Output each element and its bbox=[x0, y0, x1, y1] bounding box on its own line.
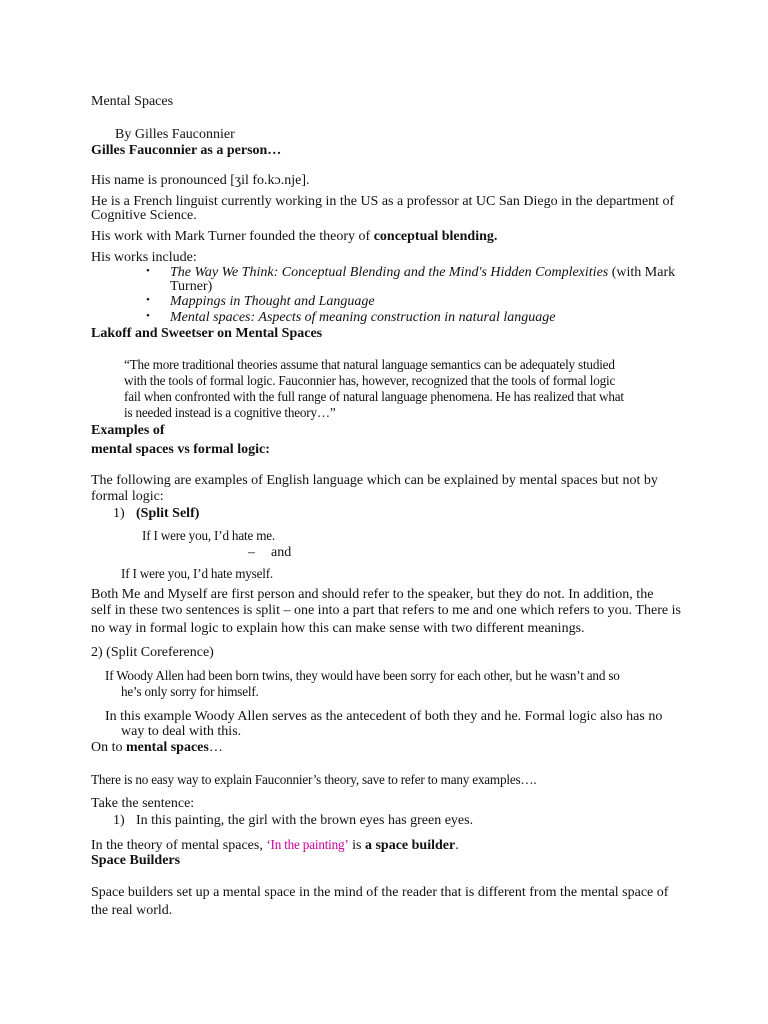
quote-line-1: “The more traditional theories assume that natural language semantics can be adequately studied bbox=[124, 357, 615, 372]
pronunciation-text: His name is pronounced [ʒil fo.kɔ.nje]. bbox=[91, 173, 310, 188]
byline: By Gilles Fauconnier bbox=[115, 127, 235, 142]
space-builders-line-1: Space builders set up a mental space in the mind of the reader that is different from the mental space of bbox=[91, 885, 669, 900]
work-line bbox=[91, 229, 497, 244]
heading-onto bbox=[91, 740, 223, 755]
example-1-sentence-a: If I were you, I’d hate me. bbox=[142, 528, 276, 543]
example-2-line-1: If Woody Allen had been born twins, they would have been sorry for each other, but he wasn’t and so bbox=[105, 668, 620, 683]
example-1-label: (Split Self) bbox=[136, 506, 200, 521]
theory-end: . bbox=[455, 838, 459, 853]
work-bold: conceptual blending. bbox=[373, 229, 498, 244]
example-1-and: and bbox=[271, 545, 292, 560]
example-2-explanation-1: In this example Woody Allen serves as the antecedent of both they and he. Formal logic also has no bbox=[105, 709, 663, 724]
paragraph-split-self-1: Both Me and Myself are first person and should refer to the speaker, but they do not. In addition, the bbox=[91, 587, 654, 602]
heading-examples-2: mental spaces vs formal logic: bbox=[91, 442, 270, 457]
work-item-1 bbox=[170, 265, 675, 280]
work-prefix: His work with Mark Turner founded the theory of bbox=[91, 229, 374, 244]
example-2-explanation-2: way to deal with this. bbox=[121, 724, 242, 739]
bullet-icon: • bbox=[146, 265, 150, 277]
example-2-line-2: he’s only sorry for himself. bbox=[121, 684, 259, 699]
paragraph-split-self-3: no way in formal logic to explain how this can make sense with two different meanings. bbox=[91, 621, 585, 636]
heading-lakoff: Lakoff and Sweetser on Mental Spaces bbox=[91, 326, 323, 341]
onto-prefix: On to bbox=[91, 740, 126, 755]
work-item-2: Mappings in Thought and Language bbox=[170, 294, 375, 309]
heading-person: Gilles Fauconnier as a person… bbox=[91, 143, 282, 158]
bullet-icon: • bbox=[146, 294, 150, 306]
works-intro: His works include: bbox=[91, 250, 197, 265]
paragraph-split-self-2: self in these two sentences is split – one into a part that refers to me and one which refers to you. There is bbox=[91, 603, 681, 618]
quote-line-3: fail when confronted with the full range of natural language phenomena. He has realized that what bbox=[124, 389, 624, 404]
theory-bold: a space builder bbox=[364, 838, 456, 853]
onto-suffix: … bbox=[208, 740, 223, 755]
sentence-text: In this painting, the girl with the brown eyes has green eyes. bbox=[136, 813, 474, 828]
example-1-sentence-b: If I were you, I’d hate myself. bbox=[121, 566, 273, 581]
examples-intro-2: formal logic: bbox=[91, 489, 164, 504]
example-2-label: 2) (Split Coreference) bbox=[91, 645, 214, 660]
quote-line-4: is needed instead is a cognitive theory…” bbox=[124, 405, 336, 420]
theory-mid: is bbox=[348, 838, 365, 853]
theory-line bbox=[91, 837, 459, 853]
heading-examples-1: Examples of bbox=[91, 423, 165, 438]
work-item-1-suffix: (with Mark bbox=[608, 265, 676, 280]
example-1-number: 1) bbox=[113, 506, 125, 521]
sentence-number: 1) bbox=[113, 813, 125, 828]
space-builders-line-2: the real world. bbox=[91, 903, 173, 918]
theory-prefix: In the theory of mental spaces, bbox=[91, 838, 267, 853]
quote-line-2: with the tools of formal logic. Fauconnier has, however, recognized that the tools of formal logic bbox=[124, 373, 616, 388]
example-1-dash: – bbox=[248, 545, 255, 560]
onto-bold: mental spaces bbox=[126, 740, 209, 755]
take-sentence-text: Take the sentence: bbox=[91, 796, 195, 811]
heading-space-builders: Space Builders bbox=[91, 853, 181, 868]
work-item-3: Mental spaces: Aspects of meaning construction in natural language bbox=[170, 310, 556, 325]
theory-highlight: ‘In the painting’ bbox=[266, 837, 349, 852]
examples-intro-1: The following are examples of English language which can be explained by mental spaces but not by bbox=[91, 473, 658, 488]
work-item-1-title: The Way We Think: Conceptual Blending and the Mind's Hidden Complexities bbox=[170, 265, 609, 280]
bio-line-2: Cognitive Science. bbox=[91, 208, 197, 223]
bullet-icon: • bbox=[146, 310, 150, 322]
document-title: Mental Spaces bbox=[91, 94, 174, 109]
no-easy-way-text: There is no easy way to explain Fauconnier’s theory, save to refer to many examples…. bbox=[91, 772, 537, 787]
bio-line-1: He is a French linguist currently working in the US as a professor at UC San Diego in the department of bbox=[91, 194, 675, 209]
work-item-1-cont: Turner) bbox=[170, 279, 213, 294]
